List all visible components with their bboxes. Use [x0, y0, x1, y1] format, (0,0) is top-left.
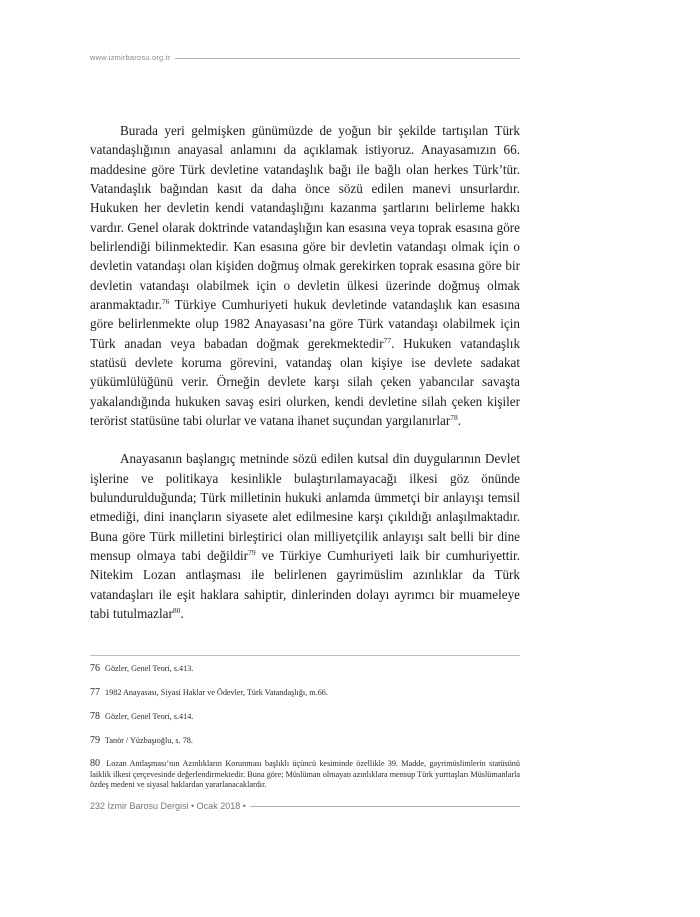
- footnote-number: 78: [90, 711, 100, 722]
- paragraph: [90, 121, 520, 430]
- footnote: [90, 687, 520, 699]
- text-segment: . Hukuken vatandaşlık statüsü devlete koruma görevini, vatandaş olan kişiye ise devlete sadakat yükümlülüğünü verir. Örneğin devlete karşı silah çeken yabancılar savaşta yakalandığında hukuken savaş esiri olurken, kendi devletine silah çeken kişiler terörist statüsüne tabi olurlar ve vatana ihanet suçundan yargılanırlar: [90, 335, 521, 428]
- running-header: [90, 53, 520, 62]
- body-text: [90, 121, 520, 623]
- text-segment: Türkiye Cumhuriyeti hukuk devletinde vatandaşlık kan esasına göre belirlenmekte olup 1982 Anayasası’na göre Türk vatandaşı olabilmek için Türk anadan veya babadan doğmak gerekmektedir: [90, 296, 520, 351]
- footnote-ref: 79: [248, 547, 256, 557]
- footnote-number: 80: [90, 758, 100, 769]
- running-footer: [90, 801, 520, 811]
- footnote-text: 1982 Anayasası, Siyasi Haklar ve Ödevler, Türk Vatandaşlığı, m.66.: [105, 688, 328, 697]
- footer-text: 232 İzmir Barosu Dergisi • Ocak 2018 •: [90, 801, 246, 811]
- footnote: [90, 663, 520, 675]
- paragraph: [90, 449, 520, 623]
- footnote-ref: 76: [161, 296, 170, 306]
- text-segment: .: [457, 412, 462, 428]
- footnote-number: 77: [90, 687, 100, 698]
- header-url: www.izmirbarosu.org.tr: [90, 53, 171, 62]
- header-rule: [175, 58, 520, 59]
- footnote-number: 79: [90, 735, 100, 746]
- footnote-ref: 80: [172, 605, 181, 615]
- footnote-ref: 77: [383, 335, 392, 345]
- footnote-text: Gözler, Genel Teori, s.413.: [105, 664, 194, 673]
- footnotes: [90, 663, 520, 791]
- footnote-number: 76: [90, 663, 100, 674]
- footer-rule: [250, 806, 520, 807]
- footnote: [90, 711, 520, 723]
- text-segment: Anayasanın başlangıç metninde sözü edilen kutsal din duygularının Devlet işlerine ve politikaya kesinlikle bulaştırılamayacağı ilkesi göz önünde bulundurulduğunda; Türk milletinin hukuki anlamda ümmetçi bir anlayışı temsil etmediği, dini inançların siyasete alet edilmesine karşı çıkıldığı anlaşılmaktadır. Buna göre Türk milletini birleştirici olan milliyetçilik anlayışı salt belli bir dine mensup olmaya tabi değildir: [90, 451, 520, 563]
- footnote-ref: 78: [450, 412, 458, 422]
- text-segment: Burada yeri gelmişken günümüzde de yoğun bir şekilde tartışılan Türk vatandaşlığının anayasal anlamını da açıklamak istiyoruz. Anayasamızın 66. maddesine göre Türk devletine vatandaşlık bağı ile bağlı olan herkes Türk’tür. Vatandaşlık bağından kasıt da daha önce sözü edilen manevi unsurlardır. Hukuken her devletin kendi vatandaşlığını kazanma şartlarını belirleme hakkı vardır. Genel olarak doktrinde vatandaşlığın kan esasına veya toprak esasına göre belirlendiği bilinmektedir. Kan esasına göre bir devletin vatandaşı olmak için o devletin vatandaşı olan kişiden doğmuş olmak gerekirken toprak esasına göre bir devletin vatandaşı olabilmek için o devletin ülkesi üzerinde doğmuş olmak aranmaktadır.: [90, 123, 520, 312]
- footnote: [90, 735, 520, 747]
- text-segment: .: [180, 605, 184, 621]
- text-segment: ve Türkiye Cumhuriyeti laik bir cumhuriyettir. Nitekim Lozan antlaşması ile belirlenen gayrimüslim azınlıklar da Türk vatandaşları ile eşit haklara sahiptir, dinlerinden dolayı ayrımcı bir muameleye tabi tutulmazlar: [90, 547, 520, 621]
- footnote-separator: [90, 655, 520, 656]
- footnote-text: Lozan Antlaşması’nın Azınlıkların Korunması başlıklı üçüncü kesiminde özellikle 39. Madde, gayrimüslimlerin statüsünü laiklik ilkesi çerçevesinde değerlendirmektedir. Buna göre; Müslüman olmayan azınlıklara mensup Türk yurttaşları Müslümanlarla özdeş medeni ve siyasal haklardan yararlanacaklardır.: [90, 759, 520, 789]
- footnote: [90, 759, 520, 791]
- footnote-text: Tanör / Yüzbaşıoğlu, s. 78.: [104, 736, 193, 745]
- footnote-text: Gözler, Genel Teori, s.414.: [105, 712, 194, 721]
